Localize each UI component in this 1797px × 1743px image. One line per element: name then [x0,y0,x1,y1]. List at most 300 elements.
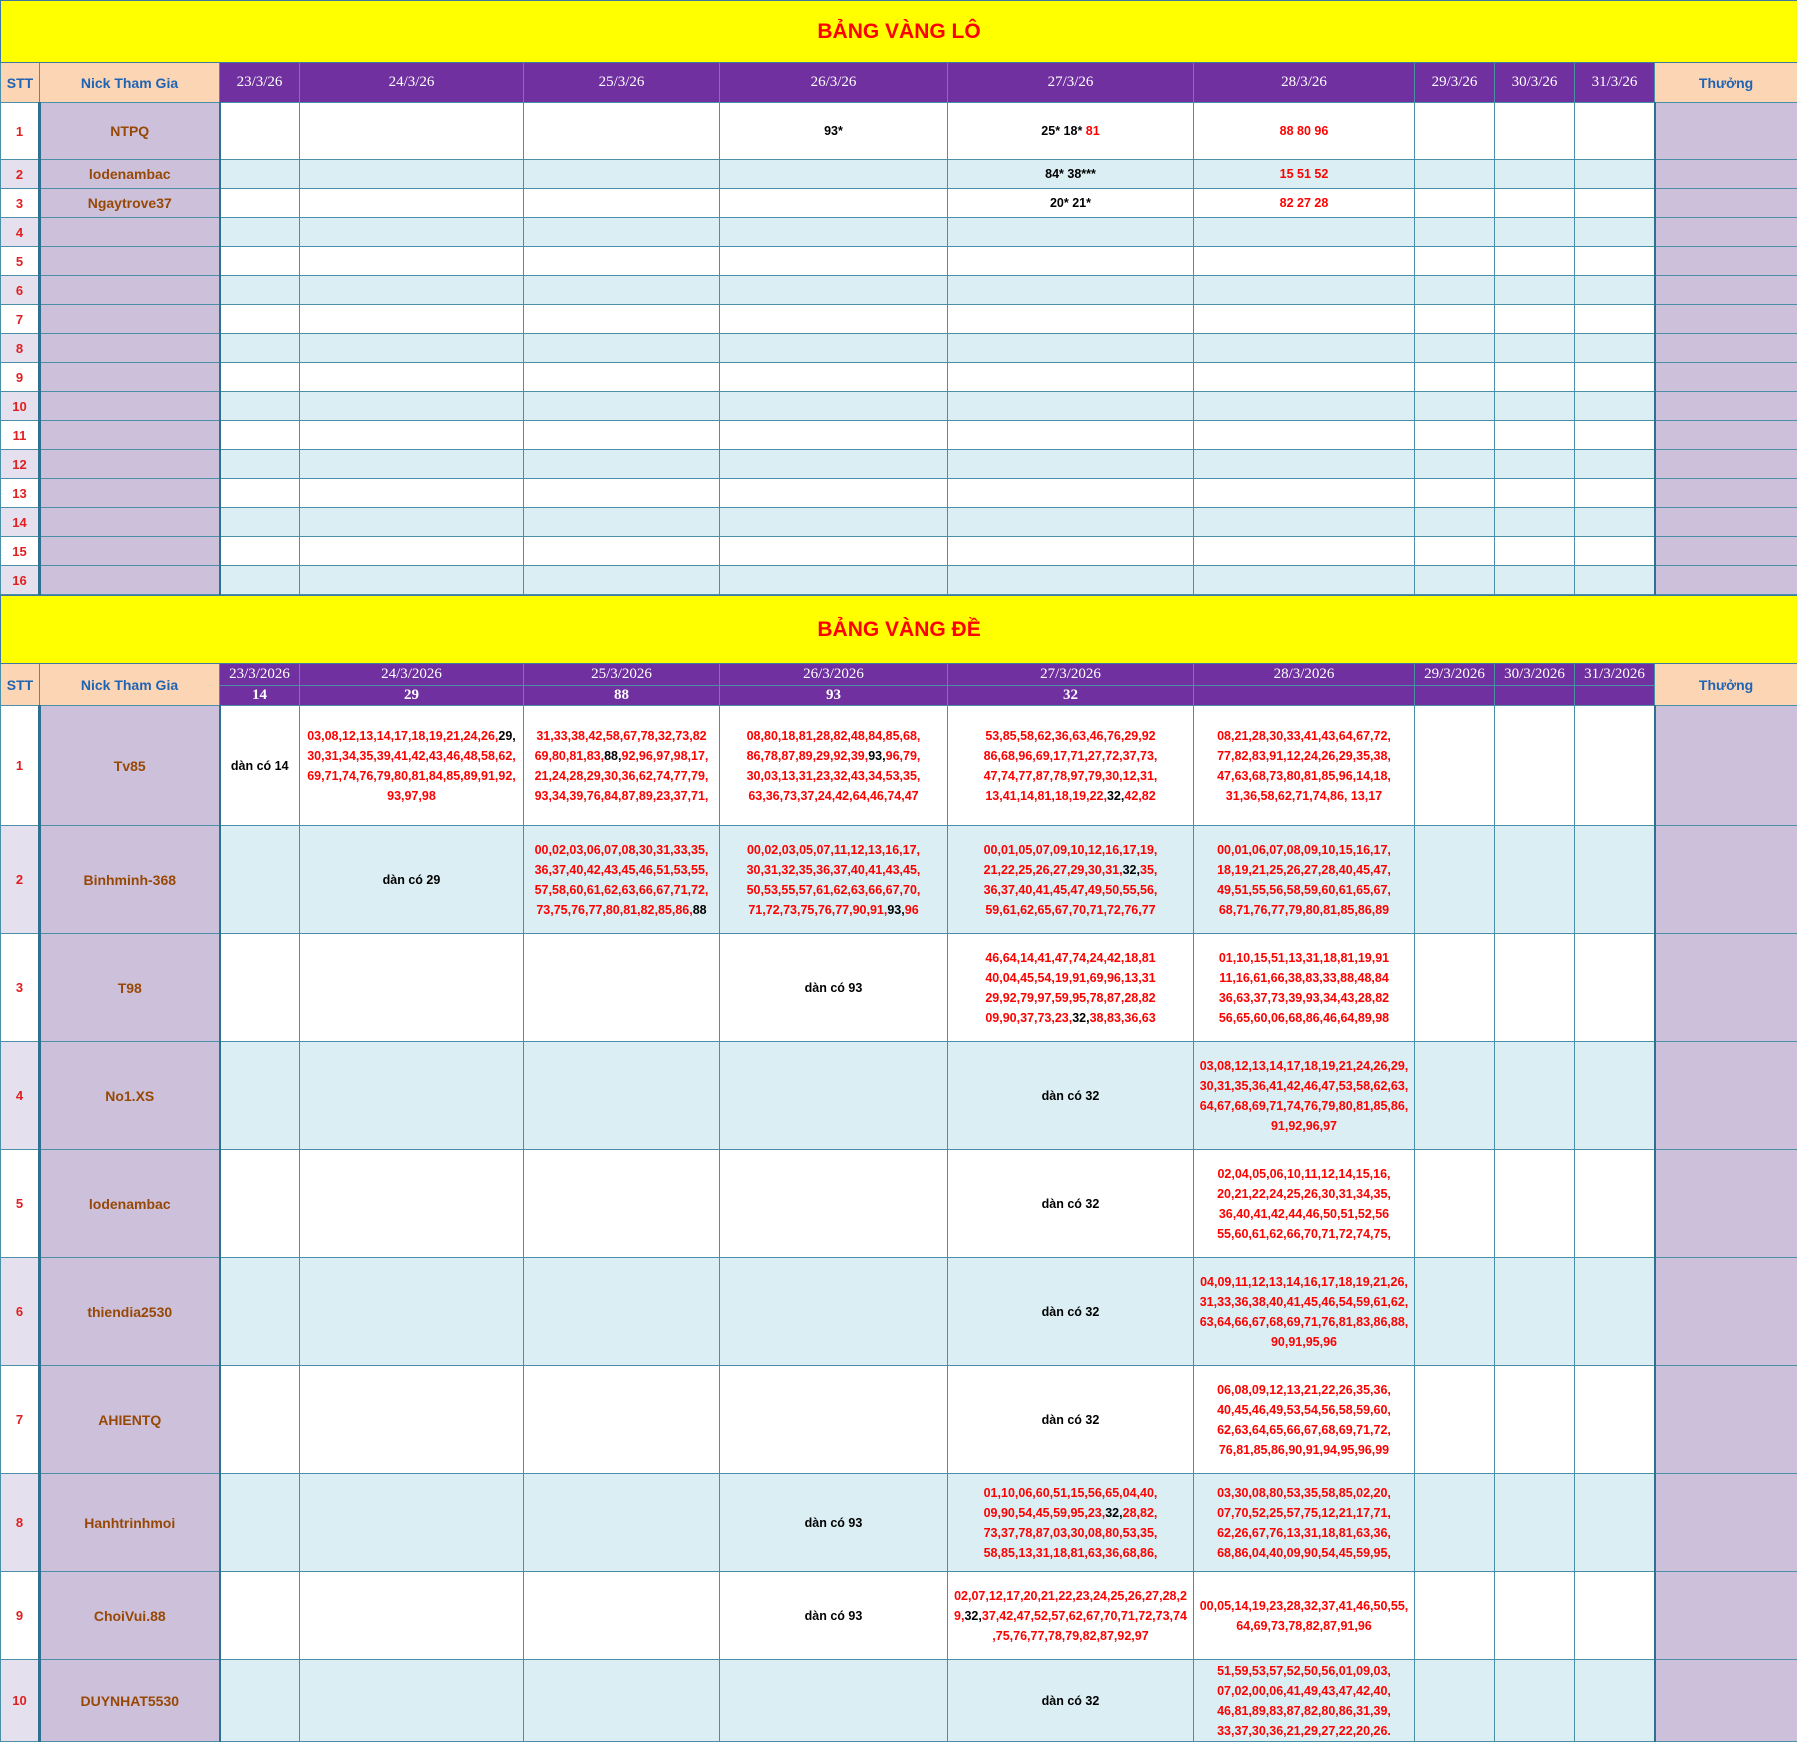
day-cell [220,1366,300,1474]
bang-vang-lo-table [0,0,1797,595]
day-cell [1575,363,1655,392]
day-cell [948,189,1194,218]
day-cell [1575,1572,1655,1660]
day-cell [524,479,720,508]
day-cell [1415,566,1495,595]
day-cell [1194,392,1415,421]
cell-text: 21,22,25,26,27,29,30,31, [983,862,1123,877]
cell-text: 93,97,98 [387,788,436,803]
day-cell [1495,706,1575,826]
cell-text: 09,90,37,73,23, [985,1010,1073,1025]
day-cell [720,363,948,392]
day-cell [948,706,1194,826]
cell-text: 18,19,21,25,26,27,28,40,45,47, [1217,862,1391,877]
header-date: 25/3/26 [524,63,720,103]
row-number: 4 [1,218,40,247]
cell-text: 31,36,58,62,71,74,86, 13,17 [1225,788,1383,803]
day-cell [948,1660,1194,1742]
header-thuong: Thưởng [1655,664,1797,706]
thuong-cell [1655,276,1797,305]
day-cell [220,826,300,934]
cell-text: 68,86,04,40,09,90,54,45,59,95, [1217,1545,1391,1560]
day-cell [1194,160,1415,189]
day-cell [1495,826,1575,934]
row-number: 1 [1,706,40,826]
lo-table-row [1,363,1797,392]
cell-text: dàn có 32 [1041,1304,1100,1319]
day-cell [948,1258,1194,1366]
cell-text: 42,82 [1124,788,1156,803]
day-cell [300,363,524,392]
nick-name: ChoiVui.88 [40,1572,220,1660]
header-date: 23/3/2026 [220,664,300,686]
day-cell [220,1474,300,1572]
nick-name [40,566,220,595]
cell-text: 36,37,40,41,45,47,49,50,55,56, [983,882,1158,897]
day-cell [1415,934,1495,1042]
lo-table-row [1,392,1797,421]
day-cell [220,479,300,508]
day-cell [948,1474,1194,1572]
cell-text: 15 51 52 [1279,167,1329,181]
day-cell [1415,247,1495,276]
cell-text: 88 [692,902,707,917]
day-cell [300,1660,524,1742]
thuong-cell [1655,450,1797,479]
thuong-cell [1655,566,1797,595]
day-cell [300,1474,524,1572]
cell-text: 00,01,05,07,09,10,12,16,17,19, [983,842,1158,857]
day-cell [524,1474,720,1572]
day-cell [1495,1042,1575,1150]
day-cell [524,1042,720,1150]
cell-text: 40,04,45,54,19,91,69,96,13,31 [985,970,1156,985]
day-cell [524,537,720,566]
cell-text: 31,33,36,38,40,41,45,46,54,59,61,62, [1199,1294,1409,1309]
day-cell [1495,1572,1575,1660]
day-cell [220,537,300,566]
nick-name [40,392,220,421]
cell-text: 91,92,96,97 [1270,1118,1338,1133]
day-cell [300,1366,524,1474]
cell-text: 51,59,53,57,52,50,56,01,09,03, [1217,1663,1391,1678]
day-cell [720,826,948,934]
cell-text: 68,71,76,77,79,80,81,85,86,89 [1218,902,1390,917]
day-cell [220,218,300,247]
cell-text: 36,63,37,73,39,93,34,43,28,82 [1218,990,1390,1005]
day-cell [220,276,300,305]
day-cell [524,160,720,189]
nick-name: lodenambac [40,160,220,189]
cell-text: 57,58,60,61,62,63,66,67,71,72, [534,882,709,897]
day-cell [1495,421,1575,450]
cell-text: 00,05,14,19,23,28,32,37,41,46,50,55, [1199,1598,1409,1613]
nick-name: Ngaytrove37 [40,189,220,218]
de-table-row [1,1366,1797,1474]
day-cell [948,334,1194,363]
header-stt: STT [1,63,40,103]
nick-name: No1.XS [40,1042,220,1150]
cell-text: 33,37,30,36,21,29,27,22,20,26. [1217,1723,1391,1738]
thuong-cell [1655,334,1797,363]
nick-name [40,508,220,537]
cell-text: 07,02,00,06,41,49,43,47,42,40, [1217,1683,1391,1698]
day-cell [1575,189,1655,218]
day-cell [948,934,1194,1042]
day-cell [220,1572,300,1660]
nick-name [40,276,220,305]
de-table-row [1,1042,1797,1150]
thuong-cell [1655,103,1797,160]
day-cell [948,305,1194,334]
day-cell [300,160,524,189]
cell-text: 32, [1072,1010,1090,1025]
row-number: 2 [1,160,40,189]
cell-text: 62,26,67,76,13,31,18,81,63,36, [1217,1525,1391,1540]
thuong-cell [1655,305,1797,334]
day-cell [948,1366,1194,1474]
day-cell [720,1366,948,1474]
day-cell [1575,218,1655,247]
day-cell [1194,566,1415,595]
day-cell [1415,363,1495,392]
day-cell [1495,1366,1575,1474]
day-cell [220,392,300,421]
day-cell [524,218,720,247]
thuong-cell [1655,421,1797,450]
day-cell [1575,334,1655,363]
lo-table-row [1,305,1797,334]
day-cell [1415,103,1495,160]
day-cell [524,934,720,1042]
day-cell [300,934,524,1042]
day-cell [1415,479,1495,508]
cell-text: 28,82, [1122,1505,1158,1520]
nick-name [40,305,220,334]
day-cell [1194,334,1415,363]
day-cell [1415,334,1495,363]
day-cell [524,706,720,826]
cell-text: 03,30,08,80,53,35,58,85,02,20, [1217,1485,1391,1500]
cell-text: 25* 18* [1041,124,1086,138]
row-number: 7 [1,305,40,334]
day-cell [1495,160,1575,189]
header-date: 31/3/26 [1575,63,1655,103]
cell-text: 46,64,14,41,47,74,24,42,18,81 [985,950,1156,965]
day-cell [1415,160,1495,189]
day-cell [220,1258,300,1366]
day-cell [1415,508,1495,537]
day-cell [300,1042,524,1150]
cell-text: dàn có 14 [230,758,289,773]
day-cell [300,826,524,934]
thuong-cell [1655,1572,1797,1660]
lo-body [1,103,1797,595]
day-cell [300,305,524,334]
day-cell [300,566,524,595]
cell-text: 04,09,11,12,13,14,16,17,18,19,21,26, [1200,1274,1408,1289]
day-cell [1575,103,1655,160]
thuong-cell [1655,363,1797,392]
day-cell [1495,218,1575,247]
cell-text: 86,68,96,69,17,71,27,72,37,73, [983,748,1158,763]
day-cell [300,508,524,537]
day-cell [220,305,300,334]
day-cell [720,1042,948,1150]
day-cell [948,508,1194,537]
cell-text: 82 27 28 [1279,196,1329,210]
day-cell [1415,1042,1495,1150]
day-cell [720,566,948,595]
cell-text: 93, [887,902,905,917]
day-cell [1575,826,1655,934]
cell-text: 08,80,18,81,28,82,48,84,85,68, [746,728,921,743]
day-cell [1415,1474,1495,1572]
day-cell [1575,1042,1655,1150]
nick-name: Binhminh-368 [40,826,220,934]
header-date: 31/3/2026 [1575,664,1655,686]
day-cell [300,421,524,450]
row-number: 9 [1,363,40,392]
thuong-cell [1655,247,1797,276]
day-cell [1575,247,1655,276]
day-cell [220,706,300,826]
day-cell [1194,508,1415,537]
day-cell [1495,334,1575,363]
day-cell [300,334,524,363]
header-result [1575,686,1655,706]
day-cell [300,1572,524,1660]
day-cell [1575,479,1655,508]
day-cell [1495,479,1575,508]
cell-text: 40,45,46,49,53,54,56,58,59,60, [1217,1402,1391,1417]
row-number: 16 [1,566,40,595]
day-cell [300,706,524,826]
day-cell [1415,1572,1495,1660]
day-cell [948,566,1194,595]
header-date: 27/3/26 [948,63,1194,103]
day-cell [1194,1366,1415,1474]
nick-name [40,334,220,363]
header-result [1495,686,1575,706]
day-cell [1495,566,1575,595]
cell-text: 50,53,55,57,61,62,63,66,67,70, [746,882,921,897]
day-cell [1575,1258,1655,1366]
day-cell [300,1150,524,1258]
day-cell [300,450,524,479]
day-cell [1194,1042,1415,1150]
cell-text: 56,65,60,06,68,86,46,64,89,98 [1218,1010,1390,1025]
day-cell [524,421,720,450]
day-cell [720,1660,948,1742]
day-cell [1575,160,1655,189]
cell-text: dàn có 32 [1041,1412,1100,1427]
cell-text: dàn có 32 [1041,1088,1100,1103]
day-cell [720,1258,948,1366]
cell-text: 93, [868,748,886,763]
nick-name: DUYNHAT5530 [40,1660,220,1742]
day-cell [1575,450,1655,479]
day-cell [220,421,300,450]
day-cell [1415,218,1495,247]
day-cell [948,1150,1194,1258]
day-cell [1575,1474,1655,1572]
header-result [1415,686,1495,706]
day-cell [1194,537,1415,566]
day-cell [1194,450,1415,479]
day-cell [1575,566,1655,595]
cell-text: 13,41,14,81,18,19,22, [985,788,1107,803]
row-number: 13 [1,479,40,508]
day-cell [1495,189,1575,218]
day-cell [948,826,1194,934]
row-number: 12 [1,450,40,479]
day-cell [524,1258,720,1366]
day-cell [300,392,524,421]
row-number: 10 [1,392,40,421]
cell-text: 07,70,52,25,57,75,12,21,17,71, [1217,1505,1391,1520]
day-cell [1415,706,1495,826]
header-result: 29 [300,686,524,706]
cell-text: 30,03,13,31,23,32,43,34,53,35, [746,768,921,783]
day-cell [1194,826,1415,934]
day-cell [720,1474,948,1572]
day-cell [524,103,720,160]
lo-table-row [1,450,1797,479]
day-cell [300,537,524,566]
row-number: 5 [1,1150,40,1258]
day-cell [1495,508,1575,537]
day-cell [720,1572,948,1660]
cell-text: 21,24,28,29,30,36,62,74,77,79, [534,768,709,783]
day-cell [1495,1258,1575,1366]
thuong-cell [1655,189,1797,218]
cell-text: dàn có 93 [804,1608,863,1623]
day-cell [948,218,1194,247]
header-date: 24/3/2026 [300,664,524,686]
cell-text: 30,31,32,35,36,37,40,41,43,45, [746,862,921,877]
de-title: BẢNG VÀNG ĐỀ [1,596,1797,664]
day-cell [948,103,1194,160]
header-date: 27/3/2026 [948,664,1194,686]
cell-text: 69,80,81,83, [534,748,605,763]
day-cell [1575,706,1655,826]
day-cell [300,276,524,305]
day-cell [1415,1366,1495,1474]
day-cell [948,1572,1194,1660]
cell-text: 64,69,73,78,82,87,91,96 [1236,1618,1372,1633]
cell-text: 76,81,85,86,90,91,94,95,96,99 [1218,1442,1390,1457]
day-cell [220,1042,300,1150]
cell-text: 35, [1140,862,1158,877]
day-cell [1194,1258,1415,1366]
cell-text: 73,37,78,87,03,30,08,80,53,35, [983,1525,1158,1540]
day-cell [524,392,720,421]
day-cell [1194,421,1415,450]
thuong-cell [1655,537,1797,566]
cell-text: 01,10,06,60,51,15,56,65,04,40, [983,1485,1158,1500]
cell-text: 00,02,03,05,07,11,12,13,16,17, [746,842,921,857]
header-thuong: Thưởng [1655,63,1797,103]
day-cell [1415,826,1495,934]
cell-text: 53,85,58,62,36,63,46,76,29,92 [985,728,1156,743]
day-cell [948,363,1194,392]
header-date: 25/3/2026 [524,664,720,686]
day-cell [720,276,948,305]
header-stt: STT [1,664,40,706]
row-number: 1 [1,103,40,160]
day-cell [720,1150,948,1258]
day-cell [948,537,1194,566]
cell-text: 32, [1105,1505,1123,1520]
lo-table-row [1,160,1797,189]
de-table-row [1,1258,1797,1366]
day-cell [1495,392,1575,421]
day-cell [524,1366,720,1474]
nick-name: Hanhtrinhmoi [40,1474,220,1572]
day-cell [524,363,720,392]
cell-text: 86,78,87,89,29,92,39, [746,748,869,763]
nick-name: Tv85 [40,706,220,826]
nick-name: AHIENTQ [40,1366,220,1474]
cell-text: 92,96,97,98,17, [621,748,709,763]
de-table-row [1,706,1797,826]
cell-text: 47,63,68,73,80,81,85,96,14,18, [1217,768,1391,783]
cell-text: 32, [1122,862,1140,877]
lo-table-row [1,421,1797,450]
cell-text: 9, [954,1608,965,1623]
day-cell [720,392,948,421]
day-cell [948,247,1194,276]
day-cell [524,450,720,479]
day-cell [720,706,948,826]
day-cell [1575,934,1655,1042]
lo-table-row [1,537,1797,566]
nick-name [40,247,220,276]
day-cell [220,189,300,218]
header-result: 14 [220,686,300,706]
row-number: 6 [1,1258,40,1366]
day-cell [1194,305,1415,334]
day-cell [220,363,300,392]
day-cell [300,247,524,276]
day-cell [1575,392,1655,421]
day-cell [1415,1660,1495,1742]
thuong-cell [1655,508,1797,537]
day-cell [1575,508,1655,537]
row-number: 7 [1,1366,40,1474]
row-number: 3 [1,189,40,218]
day-cell [1495,247,1575,276]
day-cell [1495,276,1575,305]
cell-text: 32, [964,1608,982,1623]
cell-text: 30,31,34,35,39,41,42,43,46,48,58,62, [307,748,516,763]
thuong-cell [1655,706,1797,826]
day-cell [524,189,720,218]
de-table-row [1,934,1797,1042]
cell-text: 02,04,05,06,10,11,12,14,15,16, [1217,1166,1391,1181]
cell-text: 30,31,35,36,41,42,46,47,53,58,62,63, [1199,1078,1409,1093]
day-cell [720,160,948,189]
lo-table-row [1,276,1797,305]
day-cell [720,479,948,508]
row-number: 2 [1,826,40,934]
day-cell [1415,392,1495,421]
de-table-row [1,1150,1797,1258]
thuong-cell [1655,1258,1797,1366]
day-cell [524,305,720,334]
day-cell [524,566,720,595]
